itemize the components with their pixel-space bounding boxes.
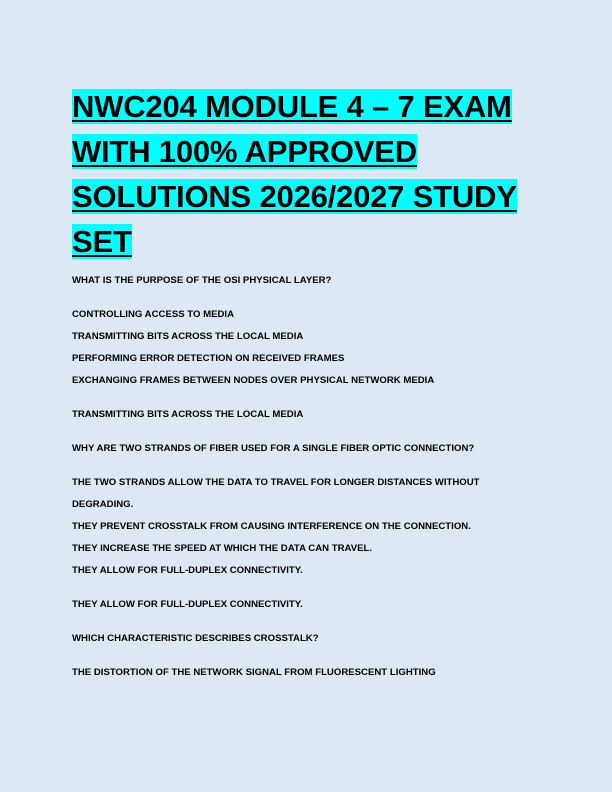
answer-option: CONTROLLING ACCESS TO MEDIA xyxy=(72,309,235,320)
answer-option: THEY PREVENT CROSSTALK FROM CAUSING INTERFERENCE ON THE CONNECTION. xyxy=(72,521,471,532)
answer-option: EXCHANGING FRAMES BETWEEN NODES OVER PHYSICAL NETWORK MEDIA xyxy=(72,375,435,386)
answer-option: THEY ALLOW FOR FULL-DUPLEX CONNECTIVITY. xyxy=(72,565,303,576)
answer-option: THE DISTORTION OF THE NETWORK SIGNAL FROM FLUORESCENT LIGHTING xyxy=(72,667,436,678)
correct-answer: TRANSMITTING BITS ACROSS THE LOCAL MEDIA xyxy=(72,409,304,420)
answer-option: THE TWO STRANDS ALLOW THE DATA TO TRAVEL FOR LONGER DISTANCES WITHOUT DEGRADING. xyxy=(72,477,480,510)
answer-option: PERFORMING ERROR DETECTION ON RECEIVED FRAMES xyxy=(72,353,345,364)
question-text: WHAT IS THE PURPOSE OF THE OSI PHYSICAL LAYER? xyxy=(72,275,332,286)
document-page xyxy=(72,84,540,684)
document-title xyxy=(72,84,540,264)
document-title-text: NWC204 MODULE 4 – 7 EXAM WITH 100% APPROVED SOLUTIONS 2026/2027 STUDY SET xyxy=(72,89,517,259)
question-text: WHY ARE TWO STRANDS OF FIBER USED FOR A SINGLE FIBER OPTIC CONNECTION? xyxy=(72,443,475,454)
answer-option: TRANSMITTING BITS ACROSS THE LOCAL MEDIA xyxy=(72,331,304,342)
question-text: WHICH CHARACTERISTIC DESCRIBES CROSSTALK? xyxy=(72,633,319,644)
answer-option: THEY INCREASE THE SPEED AT WHICH THE DATA CAN TRAVEL. xyxy=(72,543,373,554)
correct-answer: THEY ALLOW FOR FULL-DUPLEX CONNECTIVITY. xyxy=(72,599,303,610)
